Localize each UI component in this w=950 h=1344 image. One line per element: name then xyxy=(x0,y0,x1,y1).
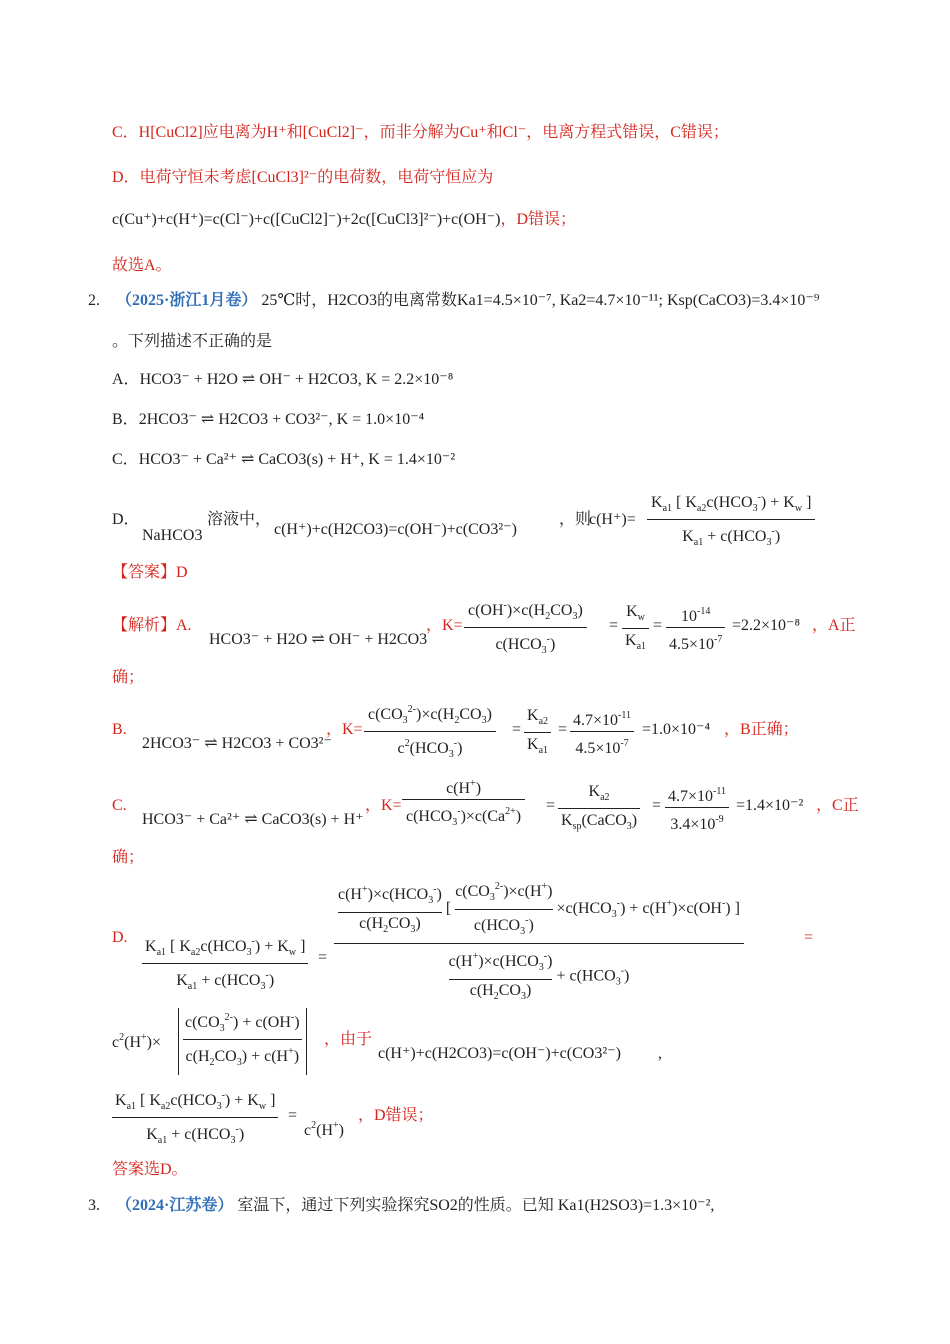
explanation-option-d-intro: D．电荷守恒未考虑[CuCl3]²⁻的电荷数，电荷守恒应为 xyxy=(112,169,494,186)
question-2-option-b: B．2HCO3⁻ ⇌ H2CO3 + CO3²⁻, K = 1.0×10⁻⁴ xyxy=(112,411,425,428)
question-2-stem xyxy=(88,291,819,311)
explanation-option-c: C．H[CuCl2]应电离为H⁺和[CuCl2]⁻，而非分解为Cu⁺和Cl⁻，电离方程式错误，C错误； xyxy=(112,124,729,141)
analysis-c-cont: 确； xyxy=(112,849,145,866)
question-2-stem-cont: 。下列描述不正确的是 xyxy=(112,333,273,350)
question-source: （2024·江苏卷） xyxy=(116,1197,234,1214)
question-number: 2. xyxy=(88,292,100,309)
analysis-a-cont: 确； xyxy=(112,669,145,686)
question-2-option-c: C．HCO3⁻ + Ca²⁺ ⇌ CaCO3(s) + H⁺, K = 1.4×10⁻² xyxy=(112,451,456,468)
document-page: C．H[CuCl2]应电离为H⁺和[CuCl2]⁻，而非分解为Cu⁺和Cl⁻，电离方程式错误，C错误； D．电荷守恒未考虑[CuCl3]²⁻的电荷数，电荷守恒应为 c(Cu⁺)+c(H⁺)=c(Cl⁻)+c([CuCl2]⁻)+2c([CuCl3]²⁻)+c(OH⁻)，D错误； 故选A。 2. （2025·浙江1月卷） 25℃时，H2CO3的电离常数Ka1=4.5×10⁻⁷, Ka2=4.7×10⁻¹¹; Ksp(CaCO3)=3.4×10⁻⁹ 。下列描述不正确的是 A．HCO3⁻ + H2O ⇌ OH⁻ + H2CO3, K = 2.2×10⁻⁸ B．2HCO3⁻ ⇌ H2CO3 + CO3²⁻, K = 1.0×10⁻⁴ C．HCO3⁻ + Ca²⁺ ⇌ CaCO3(s) + H⁺, K = 1.4×10⁻² D． NaHCO3 溶液中， c(H⁺)+c(H2CO3)=c(OH⁻)+c(CO3²⁻) ，则 c(H⁺)= $K_{a1}$ [ $K_{a2}c(HCO_3^-) + K_w$ ] $K_{a1} + c(HCO_3^-)$ 【答案】D 【解析】A. HCO3⁻ + H2O ⇌ OH⁻ + H2CO3 ，K= $c(OH^-)\times c(H_2CO_3)$ $c(HCO_3^-)$ = $K_w$ $K_{a1}$ = $10^{-14}$ $4.5\times 10^{-7}$ =2.2×10⁻⁸ ，A正 确； B. 2HCO3⁻ ⇌ H2CO3 + CO3²⁻ ，K= $c(CO_3^{2-})\times c(H_2CO_3)$ $c^2(HCO_3^-)$ = $K_{a2}$ $K_{a1}$ = $4.7\times 10^{-11}$ $4.5\times 10^{-7}$ =1.0×10⁻⁴ ，B正确； C. HCO3⁻ + Ca²⁺ ⇌ CaCO3(s) + H⁺ ，K= c(H+) $c(HCO_3^-)\times c(Ca^{2+})$ = $K_{a2}$ $K_{sp}(CaCO_3)$ = $4.7\times 10^{-11}$ $3.4\times 10^{-9}$ =1.4×10⁻² ，C正 确； D. $K_{a1}$ [ $K_{a2}c(HCO_3^-) + K_w$ ] $K_{a1} + c(HCO_3^-)$ = $c(H^+)\times c(HCO_3^-)$ $c(H_2CO_3)$ [ $c(CO_3^{2-})\times c(H^+)$ $c(HCO_3^-)$ $\times c(HCO_3^-) + c(H^+)\times c(OH^-)$ ] $c(H^+)\times c(HCO_3^-)$ $c(H_2CO_3)$ + $c(HCO_3^-)$ = $c^2(H^+)\times$ $c(CO_3^{2-}) + c(OH^-)$ $c(H_2CO_3) + c(H^+)$ ，由于 c(H⁺)+c(H2CO3)=c(OH⁻)+c(CO3²⁻) , $K_{a1}$ [ $K_{a2}c(HCO_3^-) + K_w$ ] $K_{a1} + c(HCO_3^-)$ = $c^2(H^+)$ ，D错误； 答案选D。 3. （2024·江苏卷） 室温下，通过下列实验探究SO2的性质。已知 Ka1(H2SO3)=1.3×10⁻², xyxy=(88,124,859,1214)
section1-conclusion: 故选A。 xyxy=(112,257,172,274)
option-d-fraction: $K_{a1}$ [ $K_{a2}c(HCO_3^-) + K_w$ ] $K_{a1} + c(HCO_3^-)$ xyxy=(647,488,815,555)
question-2-conclusion: 答案选D。 xyxy=(112,1161,188,1178)
charge-balance-equation: c(Cu⁺)+c(H⁺)=c(Cl⁻)+c([CuCl2]⁻)+2c([CuCl3]²⁻)+c(OH⁻)，D错误； xyxy=(112,211,577,228)
question-source: （2025·浙江1月卷） xyxy=(116,292,258,309)
question-2-option-a: A．HCO3⁻ + H2O ⇌ OH⁻ + H2CO3, K = 2.2×10⁻⁸ xyxy=(112,371,454,388)
question-3-stem: 3. （2024·江苏卷） 室温下，通过下列实验探究SO2的性质。已知 Ka1(H2SO3)=1.3×10⁻², xyxy=(88,1197,715,1214)
question-number: 3. xyxy=(88,1197,100,1214)
question-stem: 25℃时，H2CO3的电离常数Ka1=4.5×10⁻⁷, Ka2=4.7×10⁻¹¹; Ksp(CaCO3)=3.4×10⁻⁹ xyxy=(261,292,820,309)
answer: 【答案】D xyxy=(112,564,188,581)
